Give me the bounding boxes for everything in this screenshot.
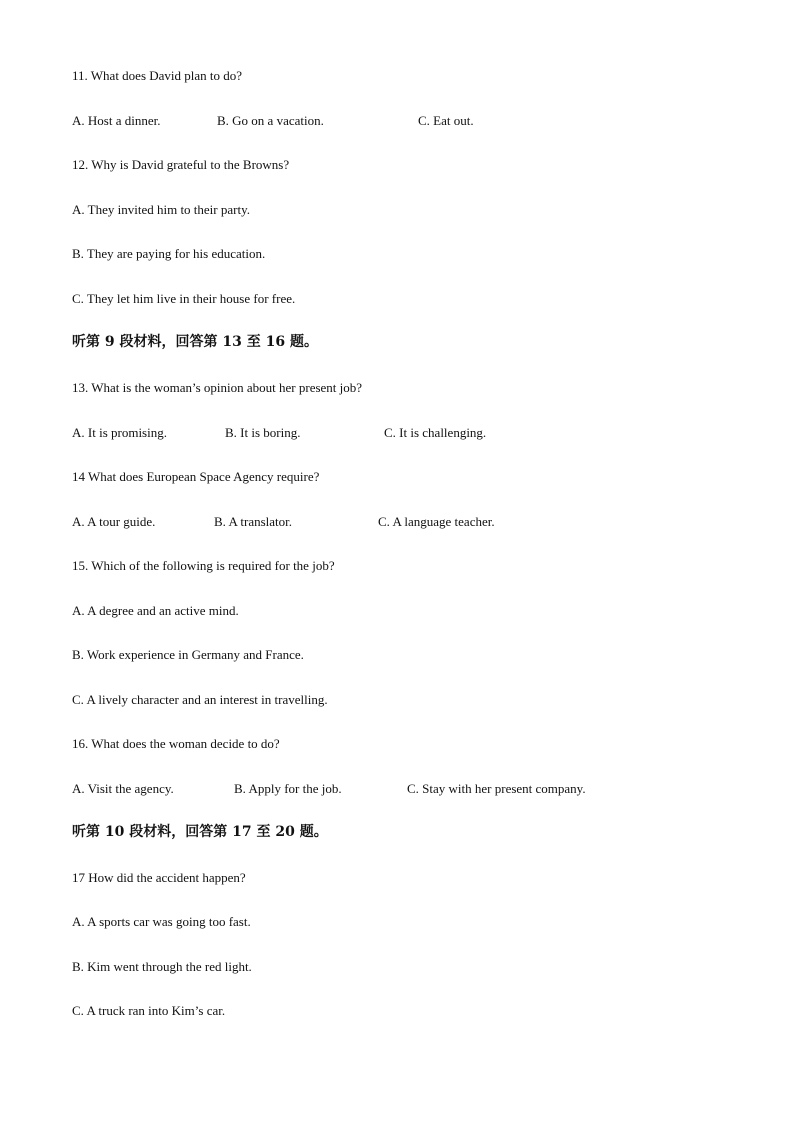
question-15-option-a: A. A degree and an active mind. <box>72 603 239 618</box>
question-14: 14 What does European Space Agency require? <box>72 469 320 484</box>
question-11-option-a: A. Host a dinner. <box>72 113 161 128</box>
question-14-option-c: C. A language teacher. <box>378 514 495 529</box>
question-13-option-c: C. It is challenging. <box>384 425 487 440</box>
question-17-option-c: C. A truck ran into Kim’s car. <box>72 1003 226 1018</box>
question-14-option-a: A. A tour guide. <box>72 514 156 529</box>
question-16-option-c: C. Stay with her present company. <box>407 781 586 796</box>
section-heading-9: 听第 9 段材料，回答第 13 至 16 题。 <box>72 334 318 350</box>
question-12-option-c: C. They let him live in their house for free. <box>72 291 296 306</box>
question-16-option-a: A. Visit the agency. <box>72 781 174 796</box>
question-11: 11. What does David plan to do? <box>72 68 243 83</box>
question-17: 17 How did the accident happen? <box>72 870 246 885</box>
question-12-option-a: A. They invited him to their party. <box>72 202 250 217</box>
question-13: 13. What is the woman’s opinion about her present job? <box>72 380 363 395</box>
question-15-option-c: C. A lively character and an interest in travelling. <box>72 692 328 707</box>
question-13-option-a: A. It is promising. <box>72 425 167 440</box>
question-15-option-b: B. Work experience in Germany and France. <box>72 647 304 662</box>
question-12: 12. Why is David grateful to the Browns? <box>72 157 290 172</box>
question-14-option-b: B. A translator. <box>214 514 292 529</box>
section-heading-10: 听第 10 段材料，回答第 17 至 20 题。 <box>72 824 328 840</box>
question-16: 16. What does the woman decide to do? <box>72 736 280 751</box>
question-16-option-b: B. Apply for the job. <box>234 781 342 796</box>
question-11-option-b: B. Go on a vacation. <box>217 113 324 128</box>
question-15: 15. Which of the following is required for the job? <box>72 558 335 573</box>
question-13-option-b: B. It is boring. <box>225 425 301 440</box>
question-11-option-c: C. Eat out. <box>418 113 474 128</box>
question-12-option-b: B. They are paying for his education. <box>72 246 266 261</box>
question-17-option-a: A. A sports car was going too fast. <box>72 914 251 929</box>
question-17-option-b: B. Kim went through the red light. <box>72 959 252 974</box>
